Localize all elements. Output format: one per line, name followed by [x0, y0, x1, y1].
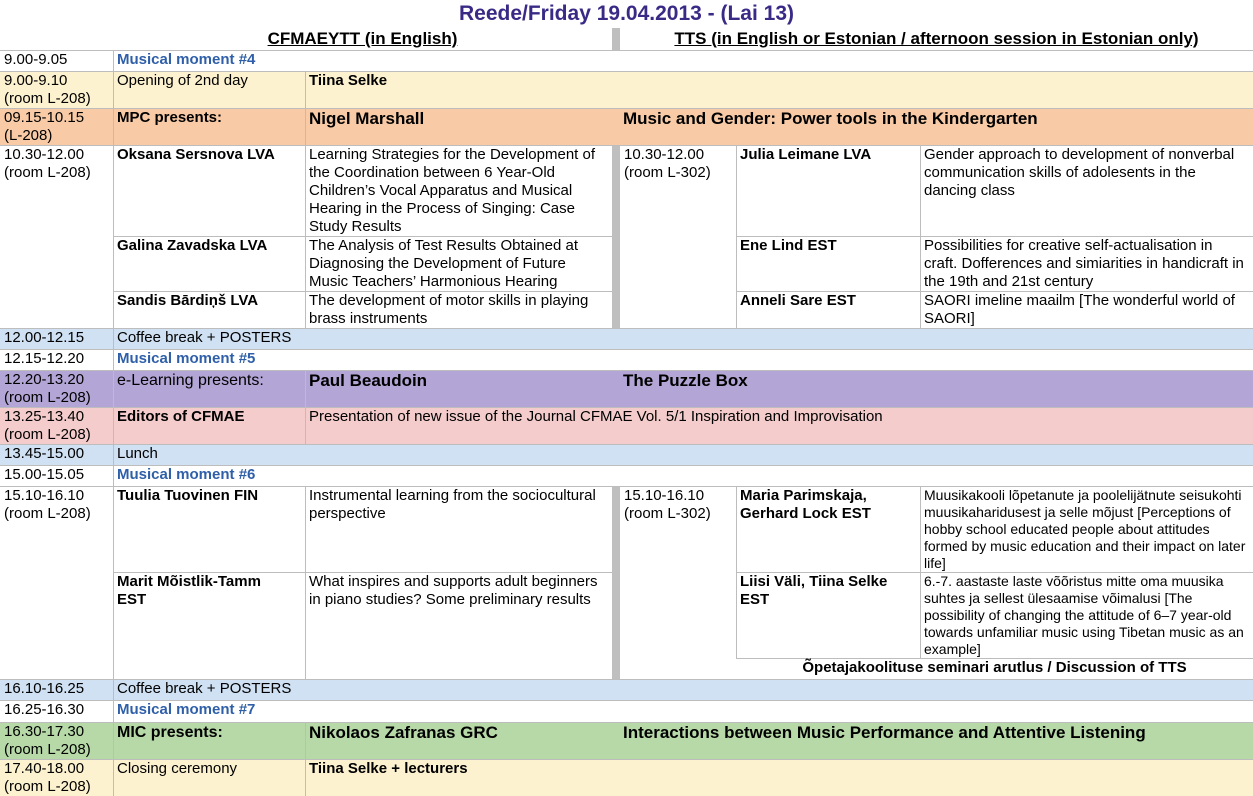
- time-r12: 16.10-16.25: [4, 680, 85, 697]
- page-title: Reede/Friday 19.04.2013 - (Lai 13): [458, 2, 794, 25]
- lunch: Lunch: [117, 445, 158, 462]
- musical-moment-7: Musical moment #7: [117, 701, 256, 718]
- time-r4-right: 10.30-12.00 (room L-302): [624, 146, 711, 181]
- elearning-topic: The Puzzle Box: [623, 371, 748, 390]
- speaker-pm-right-1: Maria Parimskaja, Gerhard Lock EST: [740, 487, 871, 522]
- time-r13: 16.25-16.30: [4, 701, 85, 718]
- speaker-right-2: Ene Lind EST: [740, 237, 837, 254]
- time-r1: 9.00-9.05: [4, 51, 68, 68]
- musical-moment-6: Musical moment #6: [117, 466, 256, 483]
- coffee-break-1: Coffee break + POSTERS: [117, 329, 292, 346]
- separator-sessions-am: [612, 145, 620, 328]
- mic-label: MIC presents:: [117, 724, 223, 741]
- title-pm-right-2: 6.-7. aastaste laste võõristus mitte oma muusika suhtes ja sellest ülesaamise võimalusi [The possibility of changing the attitude of 6–7 year-old towards unfamiliar music using Tibetan music as an example]: [924, 573, 1244, 657]
- header-tts: TTS (in English or Estonian / afternoon session in Estonian only): [674, 29, 1199, 48]
- speaker-pm-left-2: Marit Mõistlik-Tamm EST: [117, 573, 261, 608]
- editors-label: Editors of CFMAE: [117, 408, 245, 425]
- time-r4: 10.30-12.00 (room L-208): [4, 146, 91, 181]
- mic-topic: Interactions between Music Performance and Attentive Listening: [623, 723, 1146, 742]
- opening-speaker: Tiina Selke: [309, 72, 388, 89]
- separator-header: [612, 28, 620, 50]
- editors-presentation: Presentation of new issue of the Journal CFMAE Vol. 5/1 Inspiration and Improvisation: [309, 408, 883, 425]
- time-r11: 15.10-16.10 (room L-208): [4, 487, 91, 522]
- time-r7: 12.20-13.20 (room L-208): [4, 371, 91, 406]
- opening-label: Opening of 2nd day: [117, 72, 248, 89]
- title-right-2: Possibilities for creative self-actualisation in craft. Dofferences and simiarities in handicraft in the 19th and 21st century: [924, 237, 1244, 290]
- time-r5: 12.00-12.15: [4, 329, 85, 346]
- title-left-1: Learning Strategies for the Development of the Coordination between 6 Year-Old Children’s Vocal Apparatus and Musical Hearing in the Process of Singing: Case Study Results: [309, 146, 596, 235]
- speaker-left-2: Galina Zavadska LVA: [117, 237, 268, 254]
- closing-speaker: Tiina Selke + lecturers: [309, 760, 468, 777]
- separator-sessions-pm: [612, 486, 620, 679]
- time-r11-right: 15.10-16.10 (room L-302): [624, 487, 711, 522]
- elearning-label: e-Learning presents:: [117, 372, 264, 389]
- time-r2: 9.00-9.10 (room L-208): [4, 72, 91, 107]
- speaker-pm-left-1: Tuulia Tuovinen FIN: [117, 487, 259, 504]
- title-pm-left-1: Instrumental learning from the sociocultural perspective: [309, 487, 596, 522]
- musical-moment-4: Musical moment #4: [117, 51, 256, 68]
- time-r9: 13.45-15.00: [4, 445, 85, 462]
- elearning-speaker: Paul Beaudoin: [309, 371, 428, 390]
- time-r6: 12.15-12.20: [4, 350, 85, 367]
- mpc-topic: Music and Gender: Power tools in the Kindergarten: [623, 109, 1038, 128]
- speaker-right-1: Julia Leimane LVA: [740, 146, 872, 163]
- coffee-break-2: Coffee break + POSTERS: [117, 680, 292, 697]
- mpc-label: MPC presents:: [117, 109, 223, 126]
- closing-label: Closing ceremony: [117, 760, 238, 777]
- mic-speaker: Nikolaos Zafranas GRC: [309, 723, 498, 742]
- title-right-3: SAORI imeline maailm [The wonderful world of SAORI]: [924, 292, 1235, 327]
- time-r3: 09.15-10.15 (L-208): [4, 109, 85, 144]
- mpc-speaker: Nigel Marshall: [309, 109, 425, 128]
- time-r8: 13.25-13.40 (room L-208): [4, 408, 91, 443]
- time-r14: 16.30-17.30 (room L-208): [4, 723, 91, 758]
- speaker-left-3: Sandis Bārdiņš LVA: [117, 292, 259, 309]
- tts-discussion: Õpetajakoolituse seminari arutlus / Discussion of TTS: [802, 659, 1187, 676]
- title-left-2: The Analysis of Test Results Obtained at Diagnosing the Development of Future Music Teachers’ Harmonious Hearing: [309, 237, 579, 290]
- time-r10: 15.00-15.05: [4, 466, 85, 483]
- musical-moment-5: Musical moment #5: [117, 350, 256, 367]
- speaker-left-1: Oksana Sersnova LVA: [117, 146, 275, 163]
- title-left-3: The development of motor skills in playing brass instruments: [309, 292, 589, 327]
- header-cfmaeytt: CFMAEYTT (in English): [267, 29, 458, 48]
- title-pm-right-1: Muusikakooli lõpetanute ja poolelijätnute seisukohti muusikaharidusest ja selle mõjust [Perceptions of hobby school educated people about attitudes formed by music education and their impact on later life]: [924, 487, 1246, 571]
- title-pm-left-2: What inspires and supports adult beginners in piano studies? Some preliminary results: [309, 573, 598, 608]
- title-right-1: Gender approach to development of nonverbal communication skills of adolesents in the dancing class: [924, 146, 1235, 199]
- speaker-pm-right-2: Liisi Väli, Tiina Selke EST: [740, 573, 888, 608]
- time-r15: 17.40-18.00 (room L-208): [4, 760, 91, 795]
- speaker-right-3: Anneli Sare EST: [740, 292, 856, 309]
